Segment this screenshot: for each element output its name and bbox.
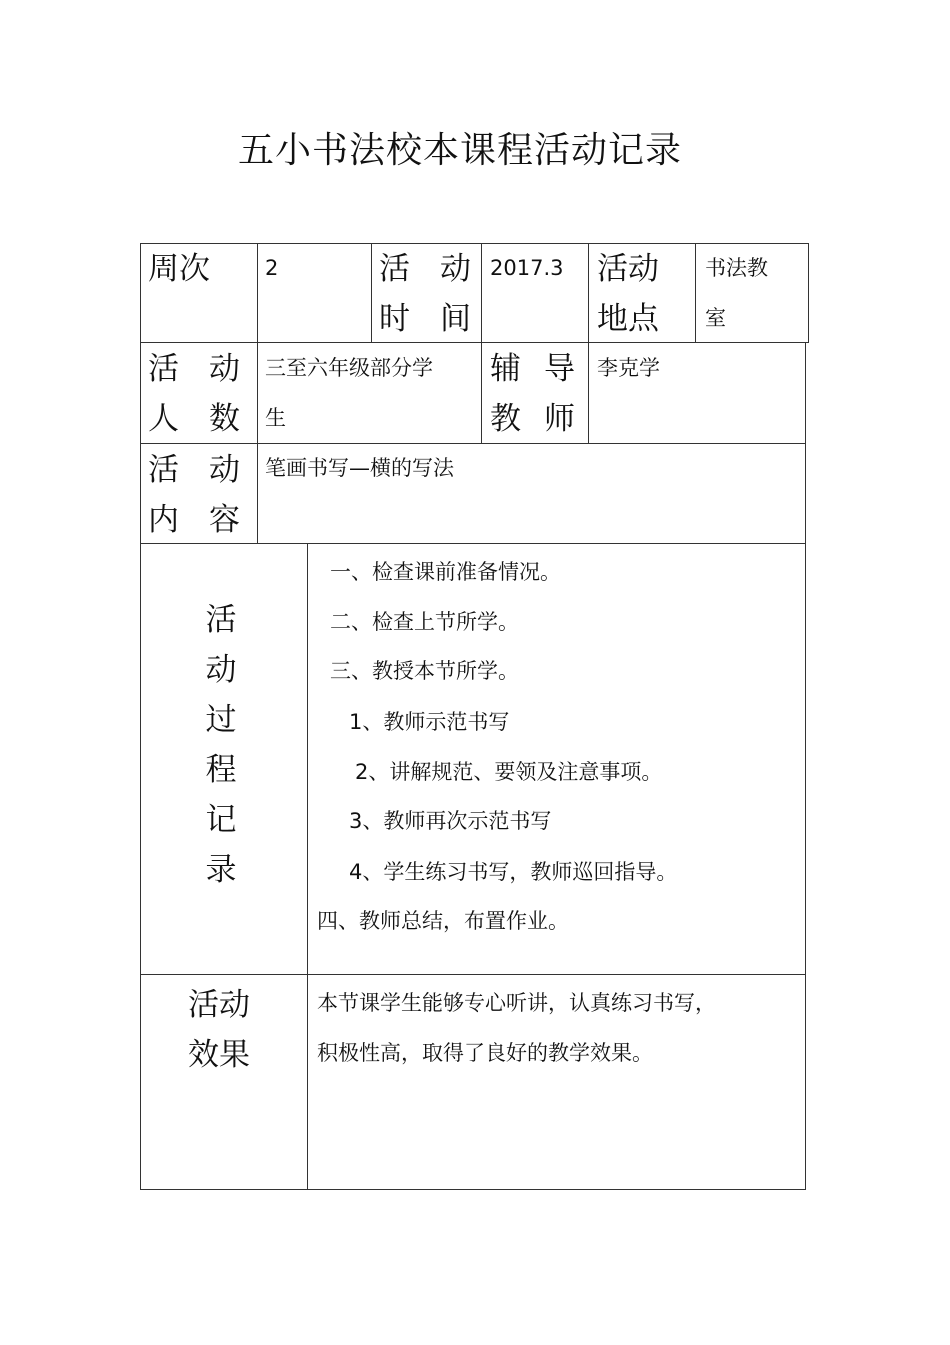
process-step: 一、检查课前准备情况。: [330, 560, 561, 584]
table-divider: [695, 243, 696, 343]
place-label-line1: 活动: [597, 251, 659, 287]
table-divider: [481, 243, 482, 343]
table-divider: [588, 342, 589, 444]
label-char: 动: [440, 251, 471, 287]
label-char: 记: [205, 802, 237, 838]
teacher-label-line1: [490, 344, 575, 394]
effect-text-line1: 本节课学生能够专心听讲，认真练习书写，: [317, 991, 716, 1015]
label-char: 动: [209, 351, 240, 387]
process-step: 三、教授本节所学。: [330, 659, 519, 683]
page-title: 五小书法校本课程活动记录: [237, 130, 682, 171]
table-border-right: [808, 243, 809, 343]
content-label-line1: [148, 445, 240, 495]
process-step: 1、教师示范书写: [349, 710, 510, 734]
table-divider: [371, 243, 372, 343]
effect-label-line1: 活动: [188, 987, 250, 1023]
table-divider: [307, 543, 308, 1190]
place-label-line2: 地点: [597, 301, 659, 337]
count-label-line1: [148, 344, 240, 394]
label-char: 活: [148, 452, 179, 488]
effect-text-line2: 积极性高，取得了良好的教学效果。: [317, 1041, 653, 1065]
table-divider: [257, 342, 258, 444]
process-step: 4、学生练习书写，教师巡回指导。: [349, 860, 678, 884]
label-char: 数: [209, 401, 240, 437]
table-divider: [257, 243, 258, 343]
label-char: 活: [205, 602, 237, 638]
label-char: 程: [205, 752, 237, 788]
week-label: 周次: [148, 251, 210, 287]
time-label-line1: [379, 244, 471, 294]
time-label-line2: [379, 294, 471, 344]
table-divider: [257, 443, 258, 544]
process-step: 四、教师总结，布置作业。: [317, 909, 569, 933]
process-label: [196, 595, 246, 895]
table-divider: [140, 974, 806, 975]
label-char: 教: [490, 401, 521, 437]
count-value-line2: 生: [265, 406, 286, 430]
label-char: 动: [209, 452, 240, 488]
label-char: 间: [440, 301, 471, 337]
count-label-line2: [148, 394, 240, 444]
table-divider: [481, 342, 482, 444]
table-border-left: [140, 243, 141, 1190]
time-value: 2017.3: [490, 256, 564, 280]
label-char: 内: [148, 502, 179, 538]
label-char: 录: [205, 852, 237, 888]
week-value: 2: [265, 256, 279, 280]
content-value: 笔画书写—横的写法: [265, 456, 454, 480]
process-step: 2、讲解规范、要领及注意事项。: [355, 760, 663, 784]
label-char: 师: [544, 401, 575, 437]
teacher-label-line2: [490, 394, 575, 444]
process-step: 二、检查上节所学。: [330, 610, 519, 634]
process-step: 3、教师再次示范书写: [349, 809, 552, 833]
label-char: 动: [205, 652, 237, 688]
count-value-line1: 三至六年级部分学: [265, 356, 433, 380]
label-char: 活: [148, 351, 179, 387]
table-border-right: [805, 342, 806, 1190]
label-char: 活: [379, 251, 410, 287]
label-char: 导: [544, 351, 575, 387]
label-char: 容: [209, 502, 240, 538]
label-char: 人: [148, 401, 179, 437]
teacher-value: 李克学: [597, 356, 660, 380]
table-border-bottom: [140, 1189, 806, 1190]
effect-label-line2: 效果: [188, 1037, 250, 1073]
place-value-line1: 书法教: [705, 256, 768, 280]
place-value-line2: 室: [705, 306, 726, 330]
label-char: 过: [205, 702, 237, 738]
table-divider: [588, 243, 589, 343]
label-char: 时: [379, 301, 410, 337]
content-label-line2: [148, 495, 240, 545]
label-char: 辅: [490, 351, 521, 387]
